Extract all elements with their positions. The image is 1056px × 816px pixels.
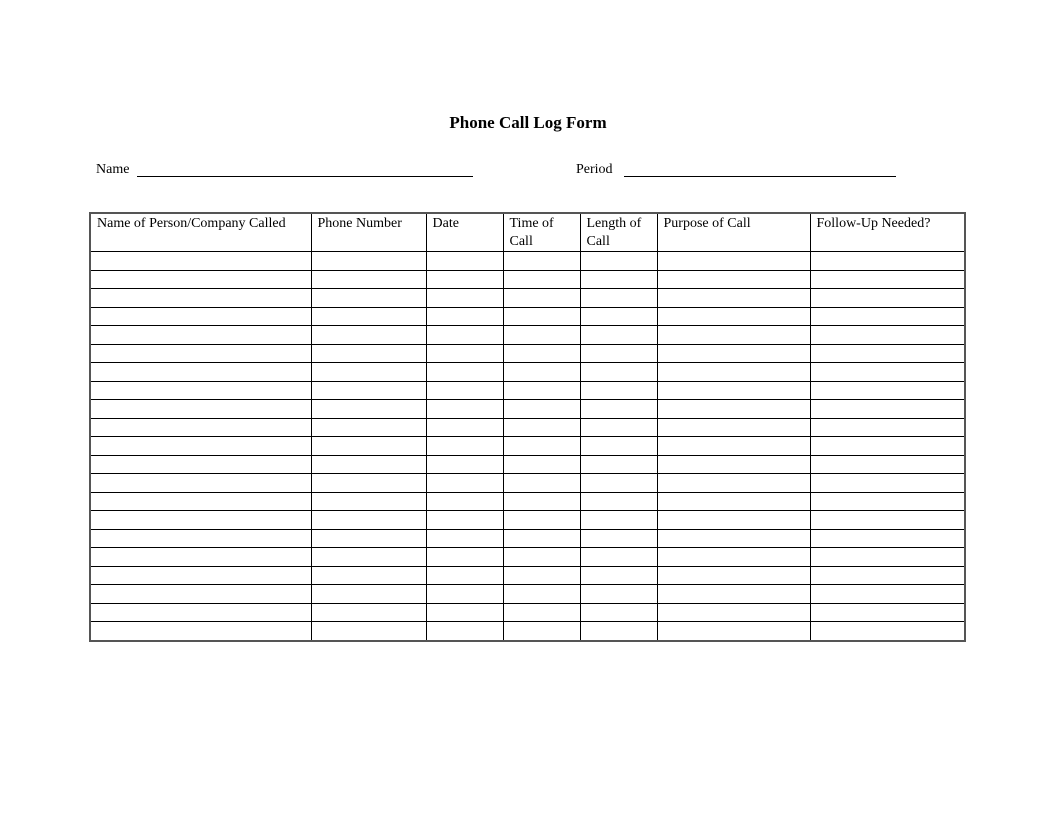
table-cell[interactable]: [657, 492, 810, 511]
table-cell[interactable]: [810, 492, 965, 511]
name-label: Name: [96, 162, 130, 177]
table-cell[interactable]: [580, 492, 657, 511]
table-cell[interactable]: [90, 585, 311, 604]
table-row: [90, 585, 965, 604]
table-cell[interactable]: [426, 548, 503, 567]
table-row: [90, 511, 965, 530]
table-cell[interactable]: [503, 363, 580, 382]
table-cell[interactable]: [503, 381, 580, 400]
table-cell[interactable]: [503, 289, 580, 308]
table-cell[interactable]: [810, 548, 965, 567]
table-cell[interactable]: [657, 418, 810, 437]
table-cell[interactable]: [657, 529, 810, 548]
table-cell[interactable]: [580, 344, 657, 363]
table-row: [90, 270, 965, 289]
table-cell[interactable]: [503, 548, 580, 567]
table-cell[interactable]: [426, 566, 503, 585]
table-cell[interactable]: [90, 326, 311, 345]
table-cell[interactable]: [90, 548, 311, 567]
table-cell[interactable]: [580, 622, 657, 641]
table-cell[interactable]: [311, 603, 426, 622]
call-log-body: [90, 252, 965, 641]
table-cell[interactable]: [503, 566, 580, 585]
table-cell[interactable]: [426, 400, 503, 419]
col-header-length: Length of Call: [580, 213, 657, 252]
table-cell[interactable]: [426, 455, 503, 474]
table-cell[interactable]: [657, 511, 810, 530]
table-row: [90, 307, 965, 326]
table-cell[interactable]: [503, 529, 580, 548]
table-cell[interactable]: [503, 585, 580, 604]
table-cell[interactable]: [503, 326, 580, 345]
table-cell[interactable]: [580, 585, 657, 604]
table-cell[interactable]: [90, 307, 311, 326]
table-cell[interactable]: [657, 363, 810, 382]
table-cell[interactable]: [580, 270, 657, 289]
table-cell[interactable]: [580, 437, 657, 456]
table-cell[interactable]: [580, 289, 657, 308]
table-cell[interactable]: [580, 511, 657, 530]
table-cell[interactable]: [311, 474, 426, 493]
table-row: [90, 252, 965, 271]
table-cell[interactable]: [426, 492, 503, 511]
table-cell[interactable]: [810, 252, 965, 271]
table-cell[interactable]: [311, 344, 426, 363]
table-cell[interactable]: [503, 307, 580, 326]
table-cell[interactable]: [311, 566, 426, 585]
table-cell[interactable]: [503, 455, 580, 474]
col-header-name: Name of Person/Company Called: [90, 213, 311, 252]
table-row: [90, 437, 965, 456]
table-cell[interactable]: [810, 603, 965, 622]
table-cell[interactable]: [580, 603, 657, 622]
table-row: [90, 622, 965, 641]
table-cell[interactable]: [657, 548, 810, 567]
table-cell[interactable]: [90, 474, 311, 493]
table-cell[interactable]: [810, 585, 965, 604]
table-cell[interactable]: [426, 289, 503, 308]
table-cell[interactable]: [657, 289, 810, 308]
col-header-phone: Phone Number: [311, 213, 426, 252]
table-cell[interactable]: [311, 511, 426, 530]
table-cell[interactable]: [657, 307, 810, 326]
table-cell[interactable]: [810, 326, 965, 345]
table-cell[interactable]: [90, 289, 311, 308]
table-cell[interactable]: [90, 492, 311, 511]
table-cell[interactable]: [810, 381, 965, 400]
table-cell[interactable]: [810, 289, 965, 308]
table-cell[interactable]: [426, 326, 503, 345]
table-cell[interactable]: [810, 270, 965, 289]
name-field-line[interactable]: [137, 176, 473, 177]
table-cell[interactable]: [810, 344, 965, 363]
table-cell[interactable]: [503, 474, 580, 493]
table-cell[interactable]: [426, 585, 503, 604]
table-row: [90, 548, 965, 567]
table-row: [90, 492, 965, 511]
table-cell[interactable]: [311, 252, 426, 271]
table-cell[interactable]: [426, 252, 503, 271]
col-header-date: Date: [426, 213, 503, 252]
table-cell[interactable]: [580, 381, 657, 400]
table-row: [90, 344, 965, 363]
table-cell[interactable]: [503, 603, 580, 622]
table-cell[interactable]: [503, 252, 580, 271]
table-row: [90, 400, 965, 419]
table-cell[interactable]: [580, 548, 657, 567]
table-cell[interactable]: [426, 344, 503, 363]
table-cell[interactable]: [580, 252, 657, 271]
table-cell[interactable]: [810, 400, 965, 419]
call-log-table: [89, 212, 966, 642]
table-cell[interactable]: [426, 622, 503, 641]
table-cell[interactable]: [503, 418, 580, 437]
table-cell[interactable]: [426, 529, 503, 548]
table-cell[interactable]: [580, 529, 657, 548]
table-cell[interactable]: [580, 474, 657, 493]
table-cell[interactable]: [580, 455, 657, 474]
table-cell[interactable]: [580, 307, 657, 326]
table-cell[interactable]: [580, 566, 657, 585]
table-cell[interactable]: [311, 585, 426, 604]
table-cell[interactable]: [90, 381, 311, 400]
table-cell[interactable]: [810, 474, 965, 493]
table-cell[interactable]: [810, 566, 965, 585]
table-cell[interactable]: [90, 418, 311, 437]
table-row: [90, 363, 965, 382]
table-cell[interactable]: [90, 622, 311, 641]
table-cell[interactable]: [90, 437, 311, 456]
table-cell[interactable]: [426, 363, 503, 382]
table-cell[interactable]: [503, 492, 580, 511]
table-cell[interactable]: [311, 622, 426, 641]
table-cell[interactable]: [426, 270, 503, 289]
table-header-row: [90, 213, 965, 252]
table-cell[interactable]: [580, 326, 657, 345]
table-cell[interactable]: [657, 585, 810, 604]
table-cell[interactable]: [657, 326, 810, 345]
col-header-followup: Follow-Up Needed?: [810, 213, 965, 252]
table-cell[interactable]: [426, 307, 503, 326]
table-cell[interactable]: [90, 270, 311, 289]
table-cell[interactable]: [810, 529, 965, 548]
table-cell[interactable]: [810, 622, 965, 641]
col-header-purpose: Purpose of Call: [657, 213, 810, 252]
col-header-time: Time of Call: [503, 213, 580, 252]
table-cell[interactable]: [426, 603, 503, 622]
table-cell[interactable]: [311, 455, 426, 474]
table-cell[interactable]: [311, 529, 426, 548]
table-cell[interactable]: [311, 418, 426, 437]
table-cell[interactable]: [90, 400, 311, 419]
table-cell[interactable]: [311, 492, 426, 511]
table-cell[interactable]: [503, 622, 580, 641]
table-cell[interactable]: [503, 437, 580, 456]
table-cell[interactable]: [426, 437, 503, 456]
table-cell[interactable]: [90, 363, 311, 382]
table-cell[interactable]: [311, 437, 426, 456]
table-cell[interactable]: [503, 344, 580, 363]
table-cell[interactable]: [810, 363, 965, 382]
period-field-line[interactable]: [624, 176, 896, 177]
table-cell[interactable]: [657, 455, 810, 474]
table-cell[interactable]: [90, 511, 311, 530]
table-cell[interactable]: [311, 381, 426, 400]
table-cell[interactable]: [810, 437, 965, 456]
table-cell[interactable]: [311, 400, 426, 419]
table-row: [90, 289, 965, 308]
table-cell[interactable]: [426, 474, 503, 493]
table-cell[interactable]: [426, 418, 503, 437]
table-cell[interactable]: [90, 566, 311, 585]
table-cell[interactable]: [426, 511, 503, 530]
table-row: [90, 381, 965, 400]
table-cell[interactable]: [657, 381, 810, 400]
table-cell[interactable]: [90, 529, 311, 548]
table-row: [90, 529, 965, 548]
table-cell[interactable]: [657, 400, 810, 419]
table-cell[interactable]: [311, 548, 426, 567]
table-cell[interactable]: [503, 270, 580, 289]
table-cell[interactable]: [90, 252, 311, 271]
table-cell[interactable]: [657, 474, 810, 493]
table-cell[interactable]: [810, 455, 965, 474]
table-cell[interactable]: [580, 400, 657, 419]
page-title: Phone Call Log Form: [449, 113, 607, 132]
table-row: [90, 418, 965, 437]
table-cell[interactable]: [90, 603, 311, 622]
table-cell[interactable]: [657, 270, 810, 289]
table-cell[interactable]: [657, 622, 810, 641]
table-cell[interactable]: [657, 437, 810, 456]
table-cell[interactable]: [311, 326, 426, 345]
table-cell[interactable]: [810, 307, 965, 326]
table-row: [90, 566, 965, 585]
table-row: [90, 455, 965, 474]
table-cell[interactable]: [311, 307, 426, 326]
table-row: [90, 326, 965, 345]
table-cell[interactable]: [311, 270, 426, 289]
table-cell[interactable]: [657, 344, 810, 363]
table-cell[interactable]: [503, 400, 580, 419]
period-label: Period: [576, 162, 613, 177]
table-row: [90, 474, 965, 493]
table-cell[interactable]: [657, 566, 810, 585]
table-cell[interactable]: [426, 381, 503, 400]
table-cell[interactable]: [90, 455, 311, 474]
table-cell[interactable]: [810, 418, 965, 437]
table-cell[interactable]: [311, 289, 426, 308]
table-cell[interactable]: [657, 603, 810, 622]
table-row: [90, 603, 965, 622]
table-cell[interactable]: [657, 252, 810, 271]
table-cell[interactable]: [503, 511, 580, 530]
table-cell[interactable]: [580, 418, 657, 437]
table-cell[interactable]: [311, 363, 426, 382]
table-cell[interactable]: [90, 344, 311, 363]
table-cell[interactable]: [810, 511, 965, 530]
table-cell[interactable]: [580, 363, 657, 382]
